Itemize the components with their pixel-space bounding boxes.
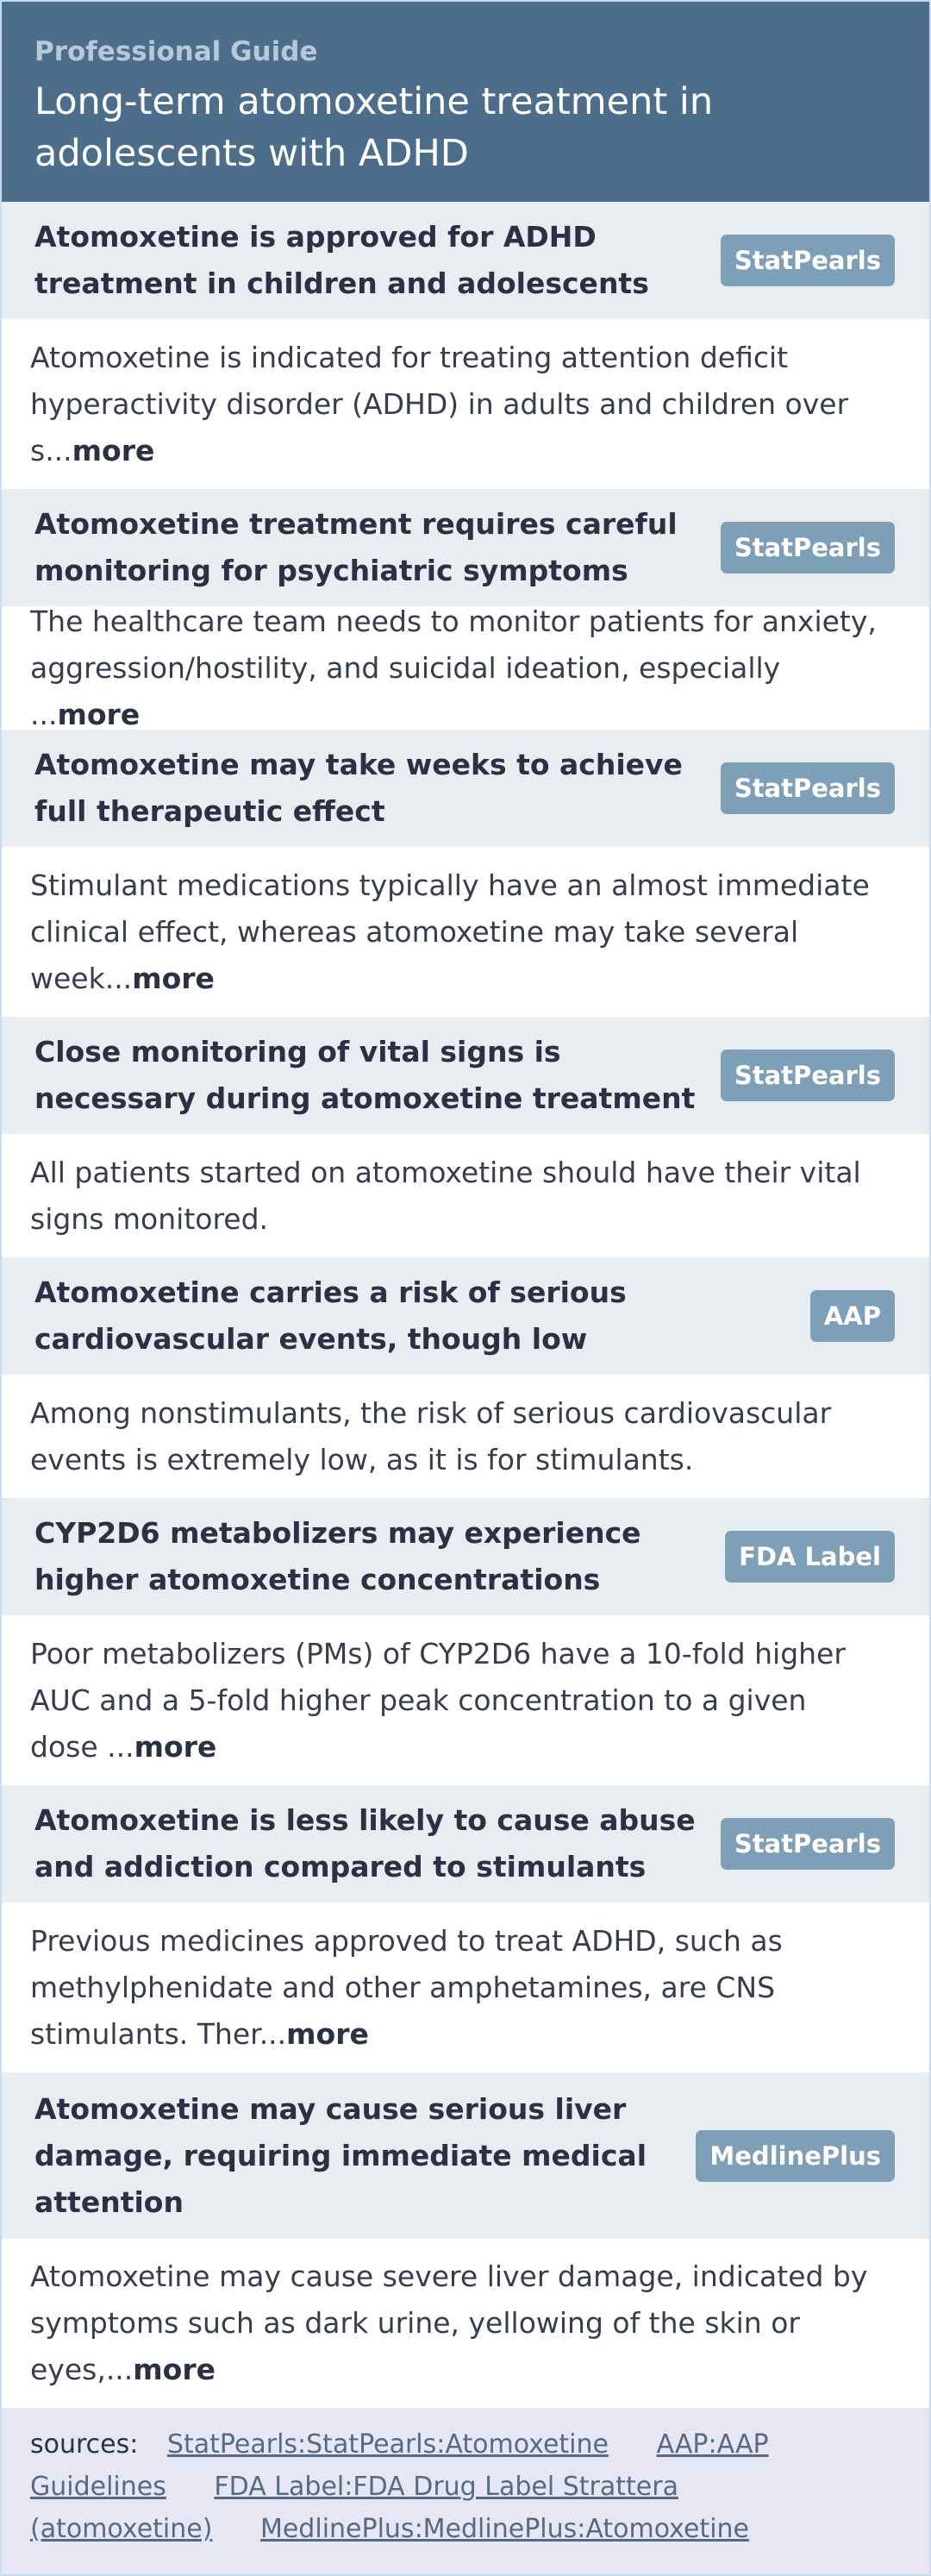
finding-summary-text: Previous medicines approved to treat ADHD, such as methylphenidate and other amphetamines, are CNS stimulants. Ther... — [30, 1923, 783, 2051]
guide-title: Long-term atomoxetine treatment in adolescents with ADHD — [34, 80, 714, 175]
finding-header — [2, 730, 929, 847]
source-badge[interactable]: MedlinePlus — [696, 2130, 895, 2182]
sources-label: sources: — [30, 2429, 139, 2460]
finding-summary — [2, 1615, 929, 1785]
finding-header — [2, 1017, 929, 1134]
finding-summary-text: Atomoxetine may cause severe liver damage, indicated by symptoms such as dark urine, yellowing of the skin or eyes,... — [30, 2259, 868, 2386]
finding-summary — [2, 1902, 929, 2072]
source-badge[interactable]: StatPearls — [721, 522, 895, 573]
guide-eyebrow: Professional Guide — [34, 36, 318, 67]
source-link-fda-label[interactable]: FDA Label:FDA Drug Label Strattera (atomoxetine) — [30, 2472, 678, 2544]
source-link-statpearls[interactable]: StatPearls:StatPearls:Atomoxetine — [166, 2429, 609, 2460]
guide-header — [2, 2, 929, 202]
finding-summary — [2, 606, 929, 730]
more-link[interactable]: more — [286, 2016, 369, 2051]
finding-summary — [2, 319, 929, 489]
finding-summary-text: The healthcare team needs to monitor patients for anxiety, aggression/hostility, and suicidal ideation, especially ... — [30, 604, 877, 731]
finding-title: Atomoxetine carries a risk of serious cardiovascular events, though low — [34, 1275, 627, 1356]
source-badge[interactable]: AAP — [810, 1290, 895, 1342]
finding-title: Close monitoring of vital signs is necessary during atomoxetine treatment — [34, 1035, 696, 1115]
more-link[interactable]: more — [132, 961, 215, 995]
finding-title: Atomoxetine may cause serious liver damage, requiring immediate medical attention — [34, 2091, 647, 2219]
finding-title: Atomoxetine treatment requires careful monitoring for psychiatric symptoms — [34, 507, 678, 587]
finding-summary-text: Among nonstimulants, the risk of serious cardiovascular events is extremely low, as it is for stimulants. — [30, 1395, 832, 1476]
source-link-aap[interactable]: AAP:AAP Guidelines — [30, 2429, 769, 2502]
finding-summary-text: All patients started on atomoxetine should have their vital signs monitored. — [30, 1155, 861, 1236]
more-link[interactable]: more — [57, 697, 141, 731]
finding-header — [2, 202, 929, 319]
finding-summary — [2, 1134, 929, 1257]
source-badge[interactable]: StatPearls — [721, 1050, 895, 1101]
finding-title: Atomoxetine may take weeks to achieve full therapeutic effect — [34, 748, 683, 828]
finding-header — [2, 2072, 929, 2239]
finding-title: CYP2D6 metabolizers may experience higher atomoxetine concentrations — [34, 1516, 641, 1596]
source-badge[interactable]: StatPearls — [721, 1818, 895, 1870]
finding-summary-text: Poor metabolizers (PMs) of CYP2D6 have a 10-fold higher AUC and a 5-fold higher peak concentration to a given dose ... — [30, 1636, 846, 1764]
finding-header — [2, 1785, 929, 1902]
finding-header — [2, 1498, 929, 1615]
source-badge[interactable]: StatPearls — [721, 762, 895, 814]
finding-summary — [2, 1375, 929, 1498]
sources-footer — [2, 2408, 929, 2575]
finding-summary — [2, 847, 929, 1017]
more-link[interactable]: more — [133, 2353, 216, 2386]
finding-summary-text: Atomoxetine is indicated for treating attention deficit hyperactivity disorder (ADHD) in adults and children over s... — [30, 340, 849, 467]
finding-title: Atomoxetine is approved for ADHD treatment in children and adolescents — [34, 220, 649, 300]
finding-header — [2, 489, 929, 606]
more-link[interactable]: more — [72, 433, 155, 467]
source-link-medlineplus[interactable]: MedlinePlus:MedlinePlus:Atomoxetine — [259, 2514, 749, 2544]
source-badge[interactable]: StatPearls — [721, 235, 895, 286]
source-badge[interactable]: FDA Label — [725, 1531, 895, 1583]
more-link[interactable]: more — [134, 1729, 217, 1764]
finding-header — [2, 1257, 929, 1375]
finding-title: Atomoxetine is less likely to cause abuse and addiction compared to stimulants — [34, 1803, 696, 1883]
finding-summary-text: Stimulant medications typically have an almost immediate clinical effect, whereas atomoxetine may take several week... — [30, 868, 870, 995]
finding-summary — [2, 2239, 929, 2408]
